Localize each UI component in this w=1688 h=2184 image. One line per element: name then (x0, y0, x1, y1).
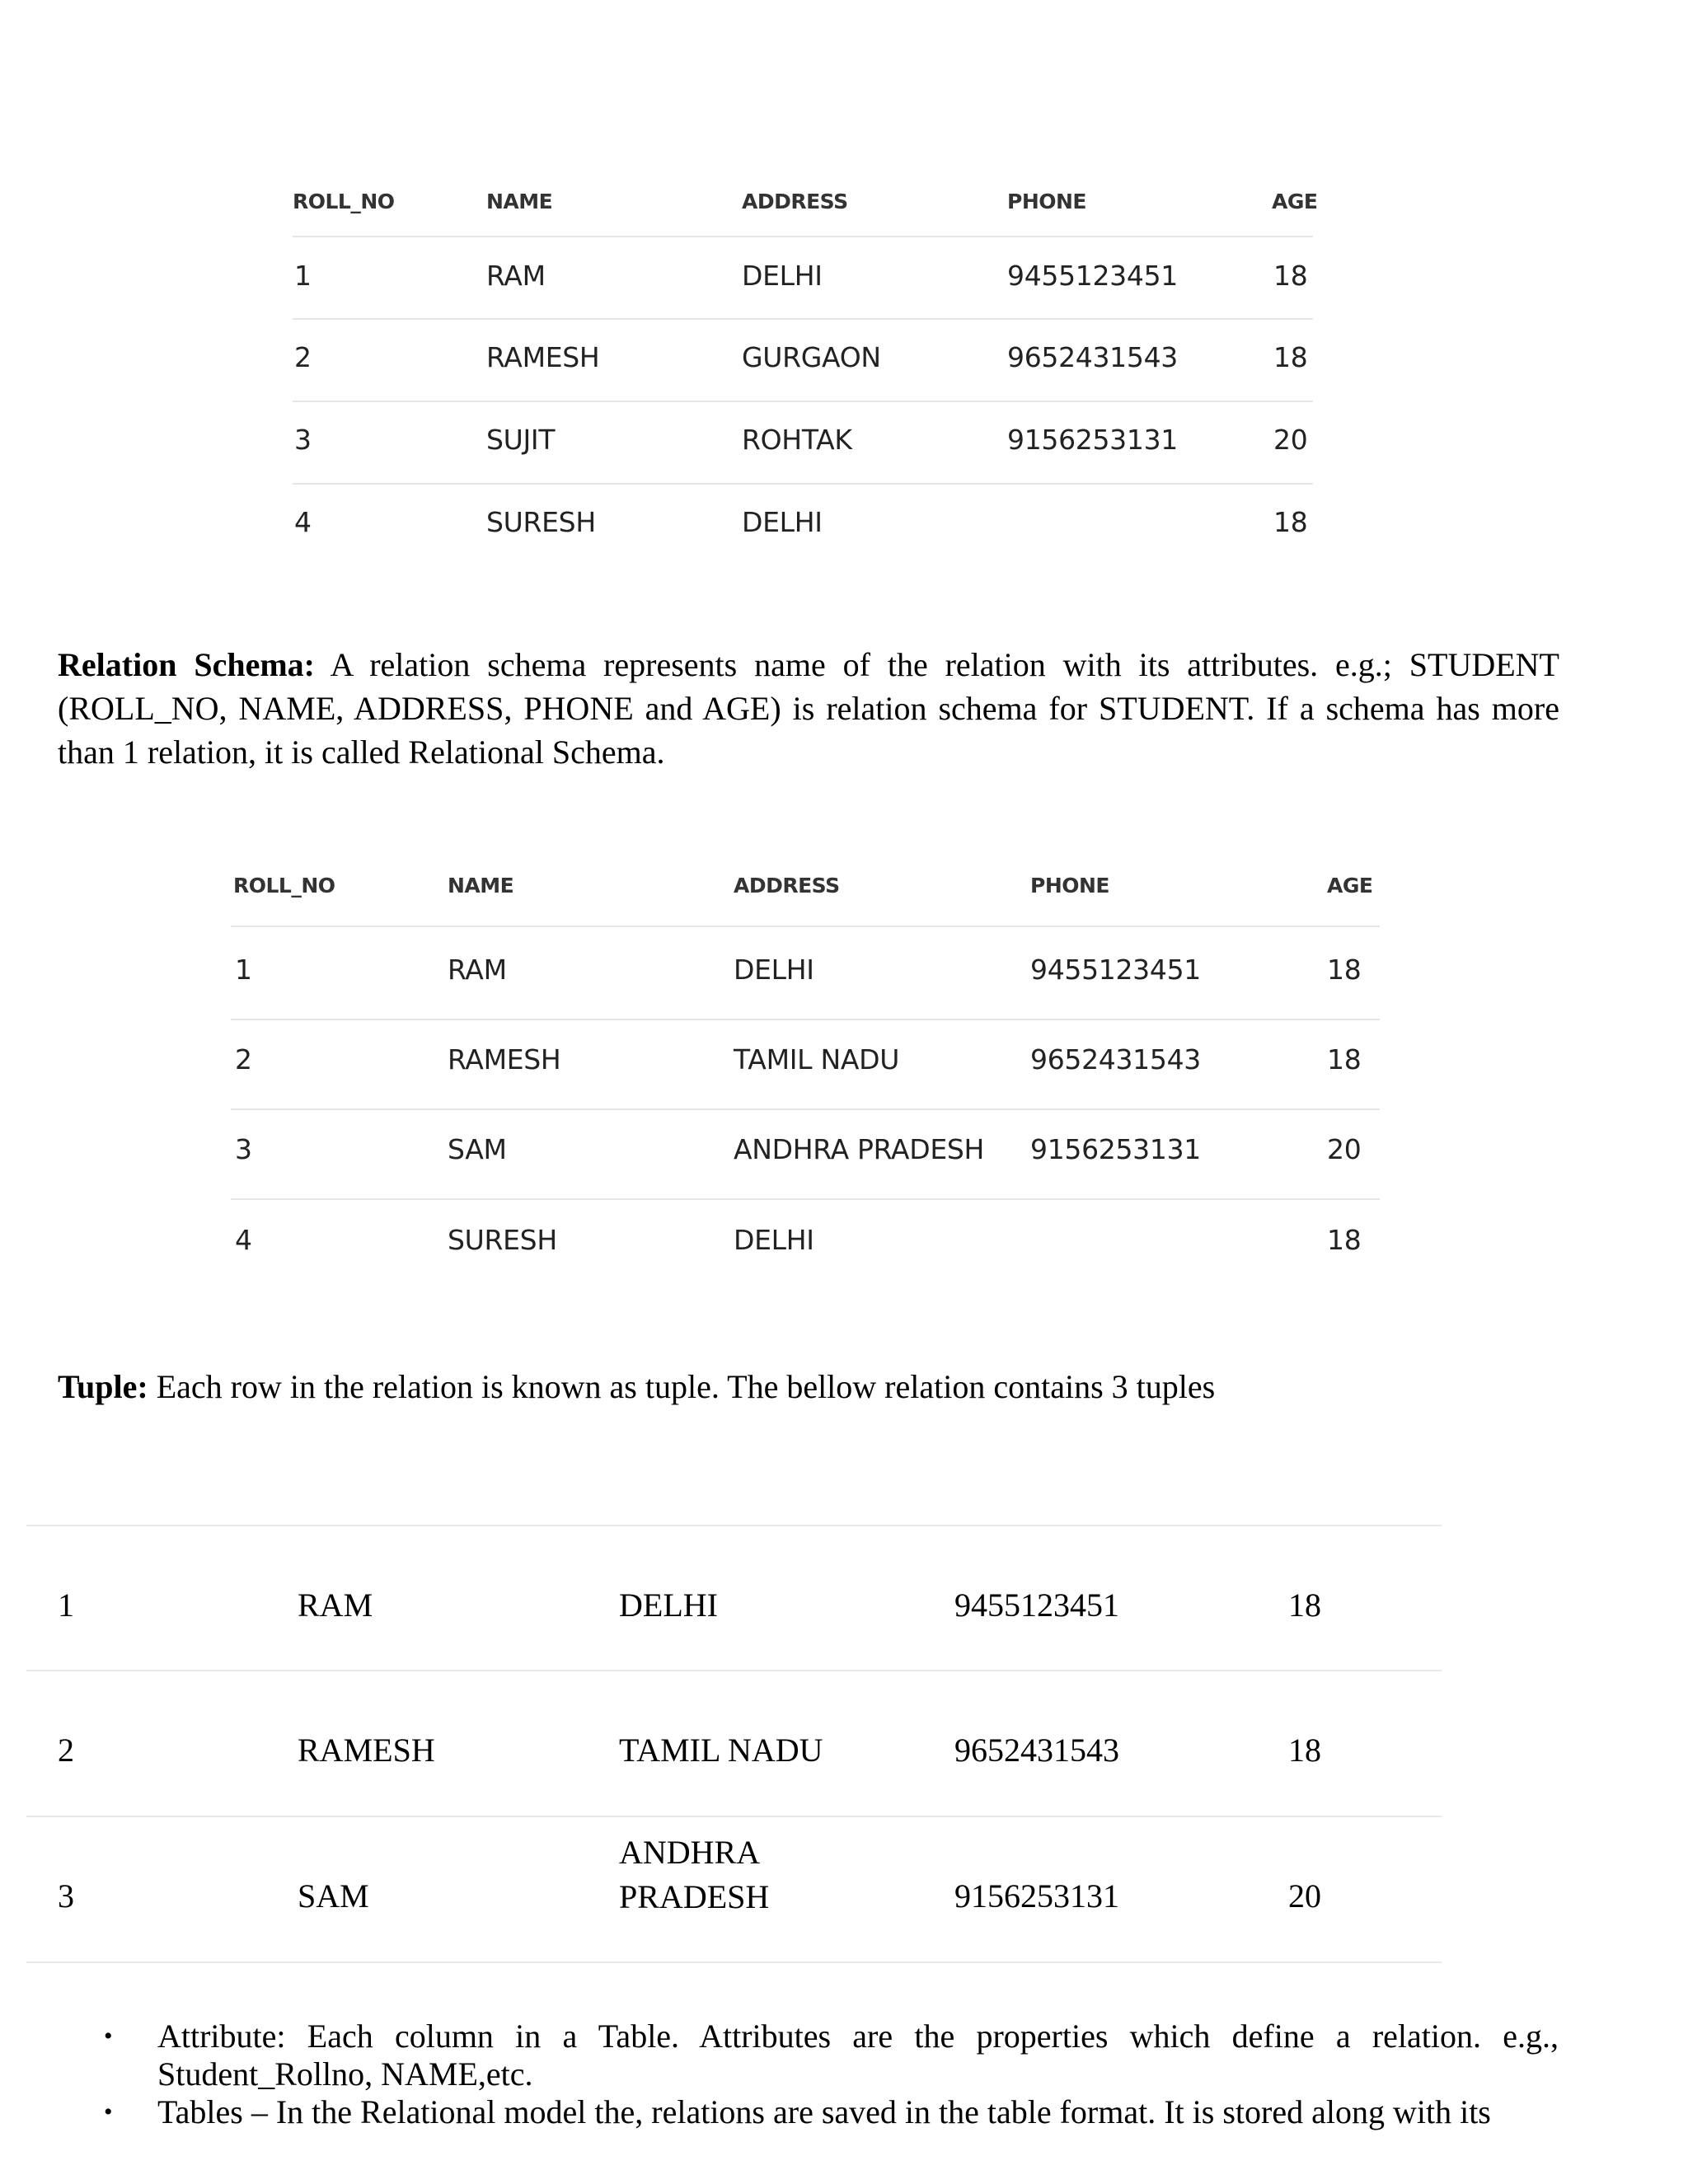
cell-address: DELHI (734, 954, 814, 986)
cell-phone: 9156253131 (1030, 1133, 1201, 1165)
cell-name: RAM (448, 954, 507, 986)
bullet-icon: • (104, 2098, 113, 2125)
cell-roll-no: 3 (235, 1133, 252, 1165)
tuple-paragraph (58, 1365, 1559, 1408)
header-address: ADDRESS (734, 874, 840, 898)
cell-age: 18 (1273, 341, 1308, 373)
header-age: AGE (1272, 190, 1318, 213)
cell-roll-no: 2 (294, 341, 312, 373)
cell-address: ANDHRA PRADESH (734, 1133, 985, 1165)
cell-address (619, 1830, 769, 1919)
cell-name: RAMESH (486, 341, 600, 373)
cell-name: RAM (486, 260, 546, 292)
tuple-term: Tuple: (58, 1368, 148, 1405)
cell-name: SURESH (486, 506, 596, 538)
cell-age: 18 (1327, 1043, 1362, 1076)
cell-name: SAM (298, 1877, 369, 1915)
cell-phone: 9455123451 (1007, 260, 1178, 292)
bullet-text: Tables – In the Relational model the, relations are saved in the table format. It is stored along with its (157, 2093, 1491, 2130)
cell-name: RAM (298, 1586, 373, 1624)
cell-phone: 9156253131 (1007, 424, 1178, 456)
row-divider (231, 1198, 1380, 1200)
cell-age: 18 (1273, 506, 1308, 538)
cell-address: ROHTAK (742, 424, 852, 456)
header-name: NAME (448, 874, 514, 898)
relation-schema-text: A relation schema represents name of the relation with its attributes. e.g.; STUDENT (ROLL_NO, NAME, ADDRESS, PHONE and AGE) is relation schema for STUDENT. If a schema has more than 1 relation, it is called Relational Schema. (58, 646, 1559, 771)
cell-roll-no: 1 (58, 1586, 74, 1624)
cell-name: RAMESH (298, 1732, 435, 1769)
cell-age: 20 (1273, 424, 1308, 456)
header-phone: PHONE (1030, 874, 1109, 898)
cell-address-line: ANDHRA (619, 1834, 761, 1871)
header-name: NAME (486, 190, 553, 213)
cell-name: RAMESH (448, 1043, 561, 1076)
cell-address: DELHI (742, 506, 823, 538)
cell-roll-no: 1 (235, 954, 252, 986)
cell-address: DELHI (619, 1586, 718, 1624)
cell-roll-no: 4 (235, 1224, 252, 1256)
cell-roll-no: 2 (58, 1732, 74, 1769)
row-divider (231, 926, 1380, 927)
row-divider (231, 1019, 1380, 1020)
cell-age: 20 (1327, 1133, 1362, 1165)
cell-age: 18 (1327, 954, 1362, 986)
cell-address: TAMIL NADU (619, 1732, 823, 1769)
cell-roll-no: 3 (294, 424, 312, 456)
relation-schema-term: Relation Schema: (58, 646, 315, 683)
cell-phone: 9455123451 (954, 1586, 1119, 1624)
cell-age: 18 (1288, 1586, 1321, 1624)
header-address: ADDRESS (742, 190, 848, 213)
cell-age: 18 (1273, 260, 1308, 292)
cell-roll-no: 2 (235, 1043, 252, 1076)
cell-phone: 9652431543 (954, 1732, 1119, 1769)
row-divider (26, 1525, 1442, 1526)
cell-roll-no: 3 (58, 1877, 74, 1915)
cell-address: TAMIL NADU (734, 1043, 900, 1076)
cell-age: 18 (1327, 1224, 1362, 1256)
cell-phone: 9455123451 (1030, 954, 1201, 986)
row-divider (26, 1670, 1442, 1671)
tuple-text: Each row in the relation is known as tuple. The bellow relation contains 3 tuples (148, 1368, 1216, 1405)
row-divider (26, 1961, 1442, 1963)
header-roll-no: ROLL_NO (233, 874, 335, 898)
cell-phone: 9652431543 (1007, 341, 1178, 373)
bullet-icon: • (104, 2022, 113, 2050)
cell-name: SURESH (448, 1224, 557, 1256)
header-roll-no: ROLL_NO (293, 190, 395, 213)
cell-address: DELHI (742, 260, 823, 292)
cell-age: 18 (1288, 1732, 1321, 1769)
cell-address-line: PRADESH (619, 1878, 770, 1915)
cell-phone: 9156253131 (954, 1877, 1119, 1915)
cell-address: GURGAON (742, 341, 881, 373)
header-age: AGE (1327, 874, 1373, 898)
cell-name: SUJIT (486, 424, 556, 456)
cell-name: SAM (448, 1133, 507, 1165)
row-divider (231, 1108, 1380, 1110)
cell-address: DELHI (734, 1224, 814, 1256)
cell-roll-no: 4 (294, 506, 312, 538)
bullet-text: Attribute: Each column in a Table. Attributes are the properties which define a relation. e.g., Student_Rollno, NAME,etc. (157, 2018, 1559, 2093)
row-divider (26, 1816, 1442, 1817)
cell-age: 20 (1288, 1877, 1321, 1915)
header-phone: PHONE (1007, 190, 1086, 213)
cell-phone: 9652431543 (1030, 1043, 1201, 1076)
cell-roll-no: 1 (294, 260, 312, 292)
